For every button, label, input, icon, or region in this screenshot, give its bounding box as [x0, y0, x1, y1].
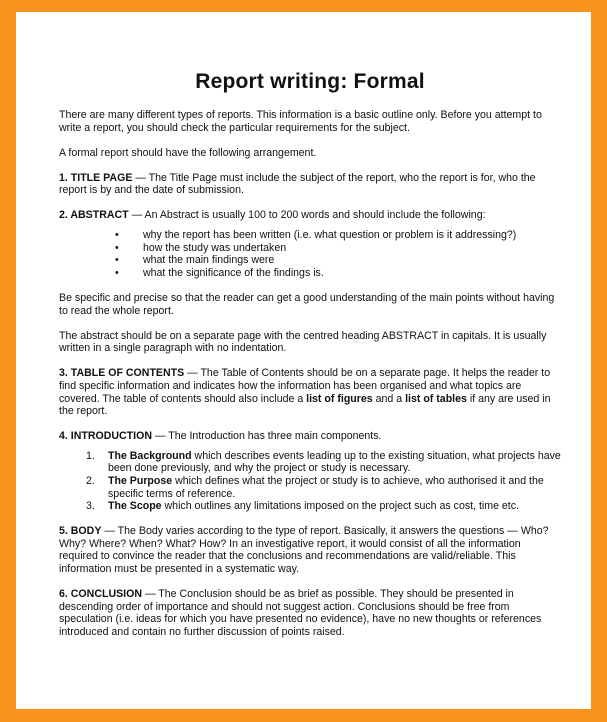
list-item [59, 267, 561, 280]
section-heading: 2. ABSTRACT [59, 209, 129, 222]
list-item [59, 475, 561, 500]
list-item [59, 242, 561, 255]
list-number: 3. [86, 500, 95, 513]
section-text: — An Abstract is usually 100 to 200 words and should include the following: [128, 209, 486, 222]
arrangement-paragraph: A formal report should have the following arrangement. [59, 146, 317, 159]
list-term: The Background [108, 449, 192, 462]
page-title: Report writing: Formal [195, 70, 425, 93]
section-heading: 1. TITLE PAGE [59, 171, 133, 184]
section-text: — The Body varies according to the type of report. Basically, it answers the questions — Who? Why? Where? When? What? How? In an investigative report, it would consist of all the information required to convince the reader that the conclusions and recommendations are valid/reliable. This information must be presented in a systematic way. [59, 525, 549, 576]
section-text: if any are used in the report. [59, 392, 551, 418]
section-conclusion [59, 588, 561, 638]
abstract-paragraph-2: The abstract should be on a separate page with the centred heading ABSTRACT in capitals. It is usually written in a single paragraph with no indentation. [59, 329, 547, 355]
bullet-icon: • [115, 254, 119, 267]
list-term: The Purpose [108, 474, 173, 487]
bullet-icon: • [115, 241, 119, 254]
list-item [59, 450, 561, 475]
section-text: — The Table of Contents should be on a separate page. It helps the reader to find specific information and indicates how the information has been organised and what topics are covered. The table of contents should also include a [59, 367, 551, 405]
section-introduction [59, 430, 561, 443]
list-of-tables-term: list of tables [405, 392, 467, 405]
section-title-page [59, 172, 561, 197]
list-item [59, 229, 561, 242]
list-item-text: which outlines any limitations imposed on the project such as cost, time etc. [161, 500, 519, 513]
section-heading: 6. CONCLUSION [59, 588, 142, 601]
abstract-bullet-list [59, 229, 561, 279]
list-item [59, 254, 561, 267]
list-item-text: what the significance of the findings is. [143, 266, 324, 279]
bullet-icon: • [115, 266, 119, 279]
document-page [16, 12, 591, 709]
section-heading: 3. TABLE OF CONTENTS [59, 367, 185, 380]
list-term: The Scope [108, 500, 162, 513]
abstract-paragraph-1: Be specific and precise so that the reader can get a good understanding of the main points without having to read the whole report. [59, 291, 555, 317]
section-text: — The Title Page must include the subject of the report, who the report is for, who the report is by and the date of submission. [59, 171, 536, 197]
list-item [59, 500, 561, 513]
bullet-icon: • [115, 229, 119, 242]
section-heading: 4. INTRODUCTION [59, 430, 152, 443]
section-abstract [59, 209, 561, 222]
list-of-figures-term: list of figures [306, 392, 373, 405]
section-text: — The Conclusion should be as brief as possible. They should be presented in descending order of importance and should not suggest action. Conclusions should be free from speculation (i.e. ideas for which you have presented no evidence), have no new thoughts or references introduced and contain no further discussion of points raised. [59, 588, 542, 638]
section-text: and a [372, 392, 406, 405]
section-table-of-contents [59, 367, 561, 417]
list-item-text: how the study was undertaken [143, 241, 287, 254]
list-item-text: which defines what the project or study is to achieve, who authorised it and the specific terms of reference. [108, 474, 544, 500]
intro-paragraph: There are many different types of reports. This information is a basic outline only. Before you attempt to write a report, you should check the particular requirements for the subject. [59, 109, 542, 134]
introduction-numbered-list [59, 450, 561, 513]
list-item-text: what the main findings were [143, 254, 275, 267]
list-item-text: why the report has been written (i.e. what question or problem is it addressing?) [143, 229, 517, 242]
list-item-text: which describes events leading up to the existing situation, what projects have been done previously, and why the project or study is necessary. [108, 449, 561, 475]
section-heading: 5. BODY [59, 525, 102, 538]
list-number: 1. [86, 449, 95, 462]
list-number: 2. [86, 474, 95, 487]
section-body [59, 525, 561, 575]
section-text: — The Introduction has three main components. [152, 430, 382, 443]
